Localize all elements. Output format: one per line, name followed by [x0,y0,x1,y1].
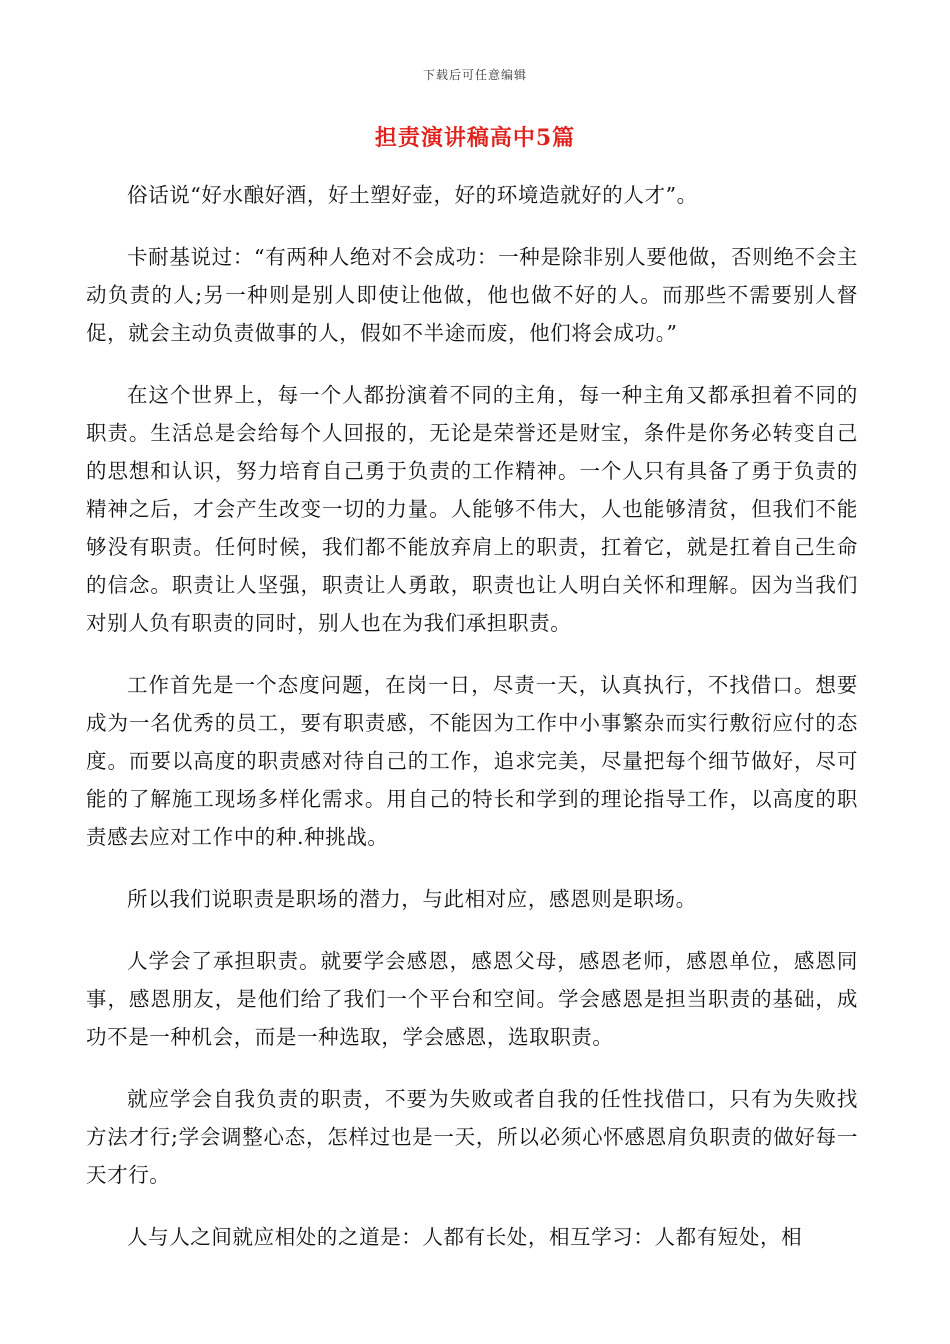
document-title: 担责演讲稿高中5篇 [374,125,576,151]
paragraph: 人学会了承担职责。就要学会感恩，感恩父母，感恩老师，感恩单位，感恩同事，感恩朋友，是他们给了我们一个平台和空间。学会感恩是担当职责的基础，成功不是一种机会，而是一种选取，学会感恩，选取职责。 [86,949,858,1049]
paragraph: 俗话说“好水酿好酒，好土塑好壶，好的环境造就好的人才”。 [127,183,698,207]
paragraph: 所以我们说职责是职场的潜力，与此相对应，感恩则是职场。 [127,887,697,911]
document-body [86,176,858,1280]
paragraph: 就应学会自我负责的职责，不要为失败或者自我的任性找借口，只有为失败找方法才行;学会调整心态，怎样过也是一天，所以必须心怀感恩肩负职责的做好每一天才行。 [86,1087,858,1187]
paragraph: 卡耐基说过：“有两种人绝对不会成功：一种是除非别人要他做，否则绝不会主动负责的人;另一种则是别人即使让他做，他也做不好的人。而那些不需要别人督促，就会主动负责做事的人，假如不半途而废，他们将会成功。” [86,245,858,345]
paragraph: 在这个世界上，每一个人都扮演着不同的主角，每一种主角又都承担着不同的职责。生活总是会给每个人回报的，无论是荣誉还是财宝，条件是你务必转变自己的思想和认识，努力培育自己勇于负责的工作精神。一个人只有具备了勇于负责的精神之后，才会产生改变一切的力量。人能够不伟大，人也能够清贫，但我们不能够没有职责。任何时候，我们都不能放弃肩上的职责，扛着它，就是扛着自己生命的信念。职责让人坚强，职责让人勇敢，职责也让人明白关怀和理解。因为当我们对别人负有职责的同时，别人也在为我们承担职责。 [86,383,858,635]
paragraph: 人与人之间就应相处的之道是：人都有长处，相互学习：人都有短处，相 [127,1225,803,1249]
header-note: 下载后可任意编辑 [422,68,527,82]
paragraph: 工作首先是一个态度问题，在岗一日，尽责一天，认真执行，不找借口。想要成为一名优秀的员工，要有职责感，不能因为工作中小事繁杂而实行敷衍应付的态度。而要以高度的职责感对待自己的工作，追求完美，尽量把每个细节做好，尽可能的了解施工现场多样化需求。用自己的特长和学到的理论指导工作，以高度的职责感去应对工作中的种.种挑战。 [86,673,858,849]
